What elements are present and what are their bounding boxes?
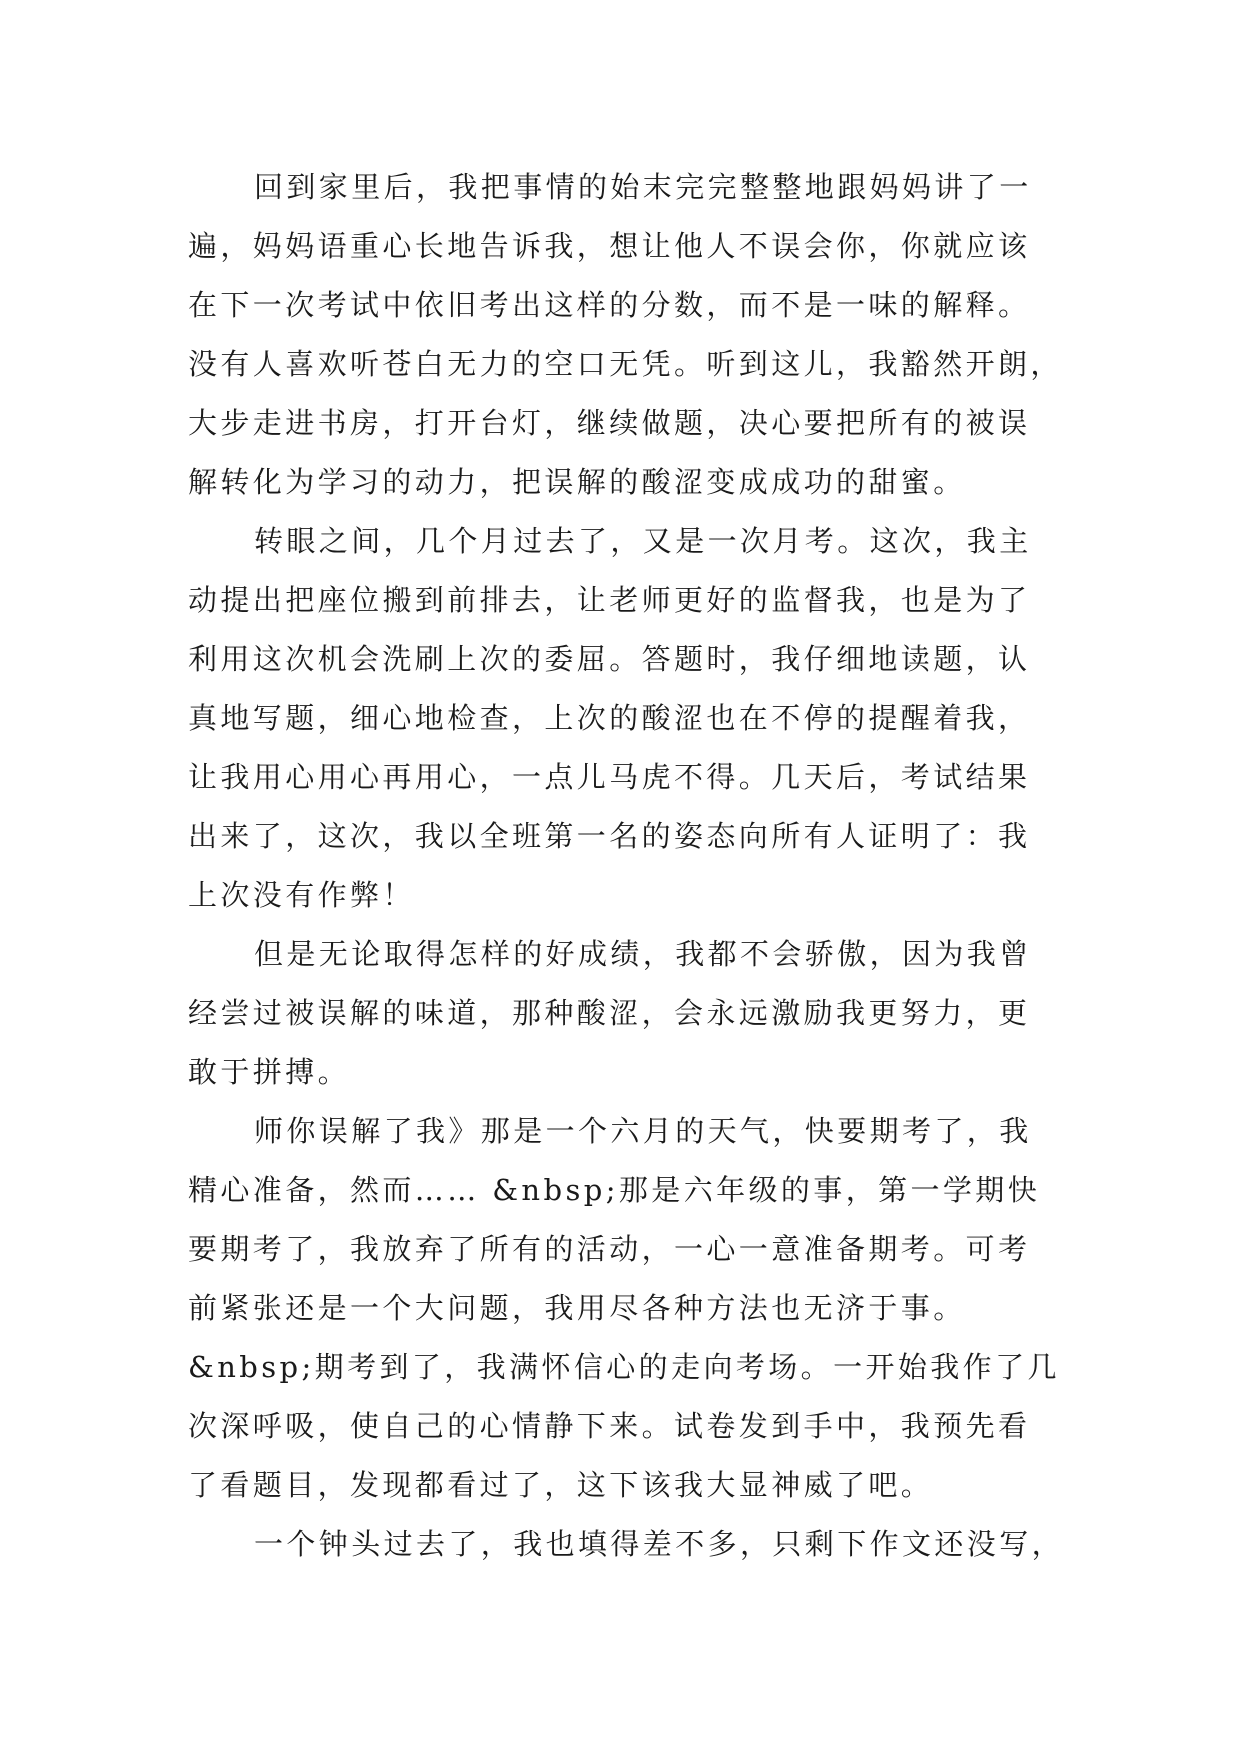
- text-line: 转眼之间，几个月过去了，又是一次月考。这次，我主: [254, 524, 1032, 558]
- text-line: 师你误解了我》那是一个六月的天气，快要期考了，我: [254, 1114, 1032, 1148]
- text-line: 经尝过被误解的味道，那种酸涩，会永远激励我更努力，更: [188, 996, 1031, 1030]
- text-line: 要期考了，我放弃了所有的活动，一心一意准备期考。可考: [188, 1232, 1031, 1266]
- text-line: 回到家里后，我把事情的始末完完整整地跟妈妈讲了一: [254, 170, 1032, 204]
- text-line: 真地写题，细心地检查，上次的酸涩也在不停的提醒着我，: [188, 701, 1031, 735]
- text-line: &nbsp;期考到了，我满怀信心的走向考场。一开始我作了几: [188, 1350, 1060, 1384]
- text-line: 在下一次考试中依旧考出这样的分数，而不是一味的解释。: [188, 288, 1031, 322]
- text-line: 上次没有作弊！: [188, 878, 415, 912]
- text-line: 一个钟头过去了，我也填得差不多，只剩下作文还没写，: [254, 1527, 1065, 1561]
- text-line: 遍，妈妈语重心长地告诉我，想让他人不误会你，你就应该: [188, 229, 1031, 263]
- text-line: 前紧张还是一个大问题，我用尽各种方法也无济于事。: [188, 1291, 966, 1325]
- text-line: 动提出把座位搬到前排去，让老师更好的监督我，也是为了: [188, 583, 1031, 617]
- text-line: 没有人喜欢听苍白无力的空口无凭。听到这儿，我豁然开朗，: [188, 347, 1063, 381]
- body-text: [188, 158, 1068, 1574]
- text-line: 利用这次机会洗刷上次的委屈。答题时，我仔细地读题，认: [188, 642, 1031, 676]
- text-line: 敢于拼搏。: [188, 1055, 351, 1089]
- text-line: 出来了，这次，我以全班第一名的姿态向所有人证明了：我: [188, 819, 1031, 853]
- text-line: 次深呼吸，使自己的心情静下来。试卷发到手中，我预先看: [188, 1409, 1031, 1443]
- text-line: 大步走进书房，打开台灯，继续做题，决心要把所有的被误: [188, 406, 1031, 440]
- text-line: 了看题目，发现都看过了，这下该我大显神威了吧。: [188, 1468, 934, 1502]
- text-line: 精心准备，然而…… &nbsp;那是六年级的事，第一学期快: [188, 1173, 1041, 1207]
- text-line: 但是无论取得怎样的好成绩，我都不会骄傲，因为我曾: [254, 937, 1032, 971]
- text-line: 解转化为学习的动力，把误解的酸涩变成成功的甜蜜。: [188, 465, 966, 499]
- text-line: 让我用心用心再用心，一点儿马虎不得。几天后，考试结果: [188, 760, 1031, 794]
